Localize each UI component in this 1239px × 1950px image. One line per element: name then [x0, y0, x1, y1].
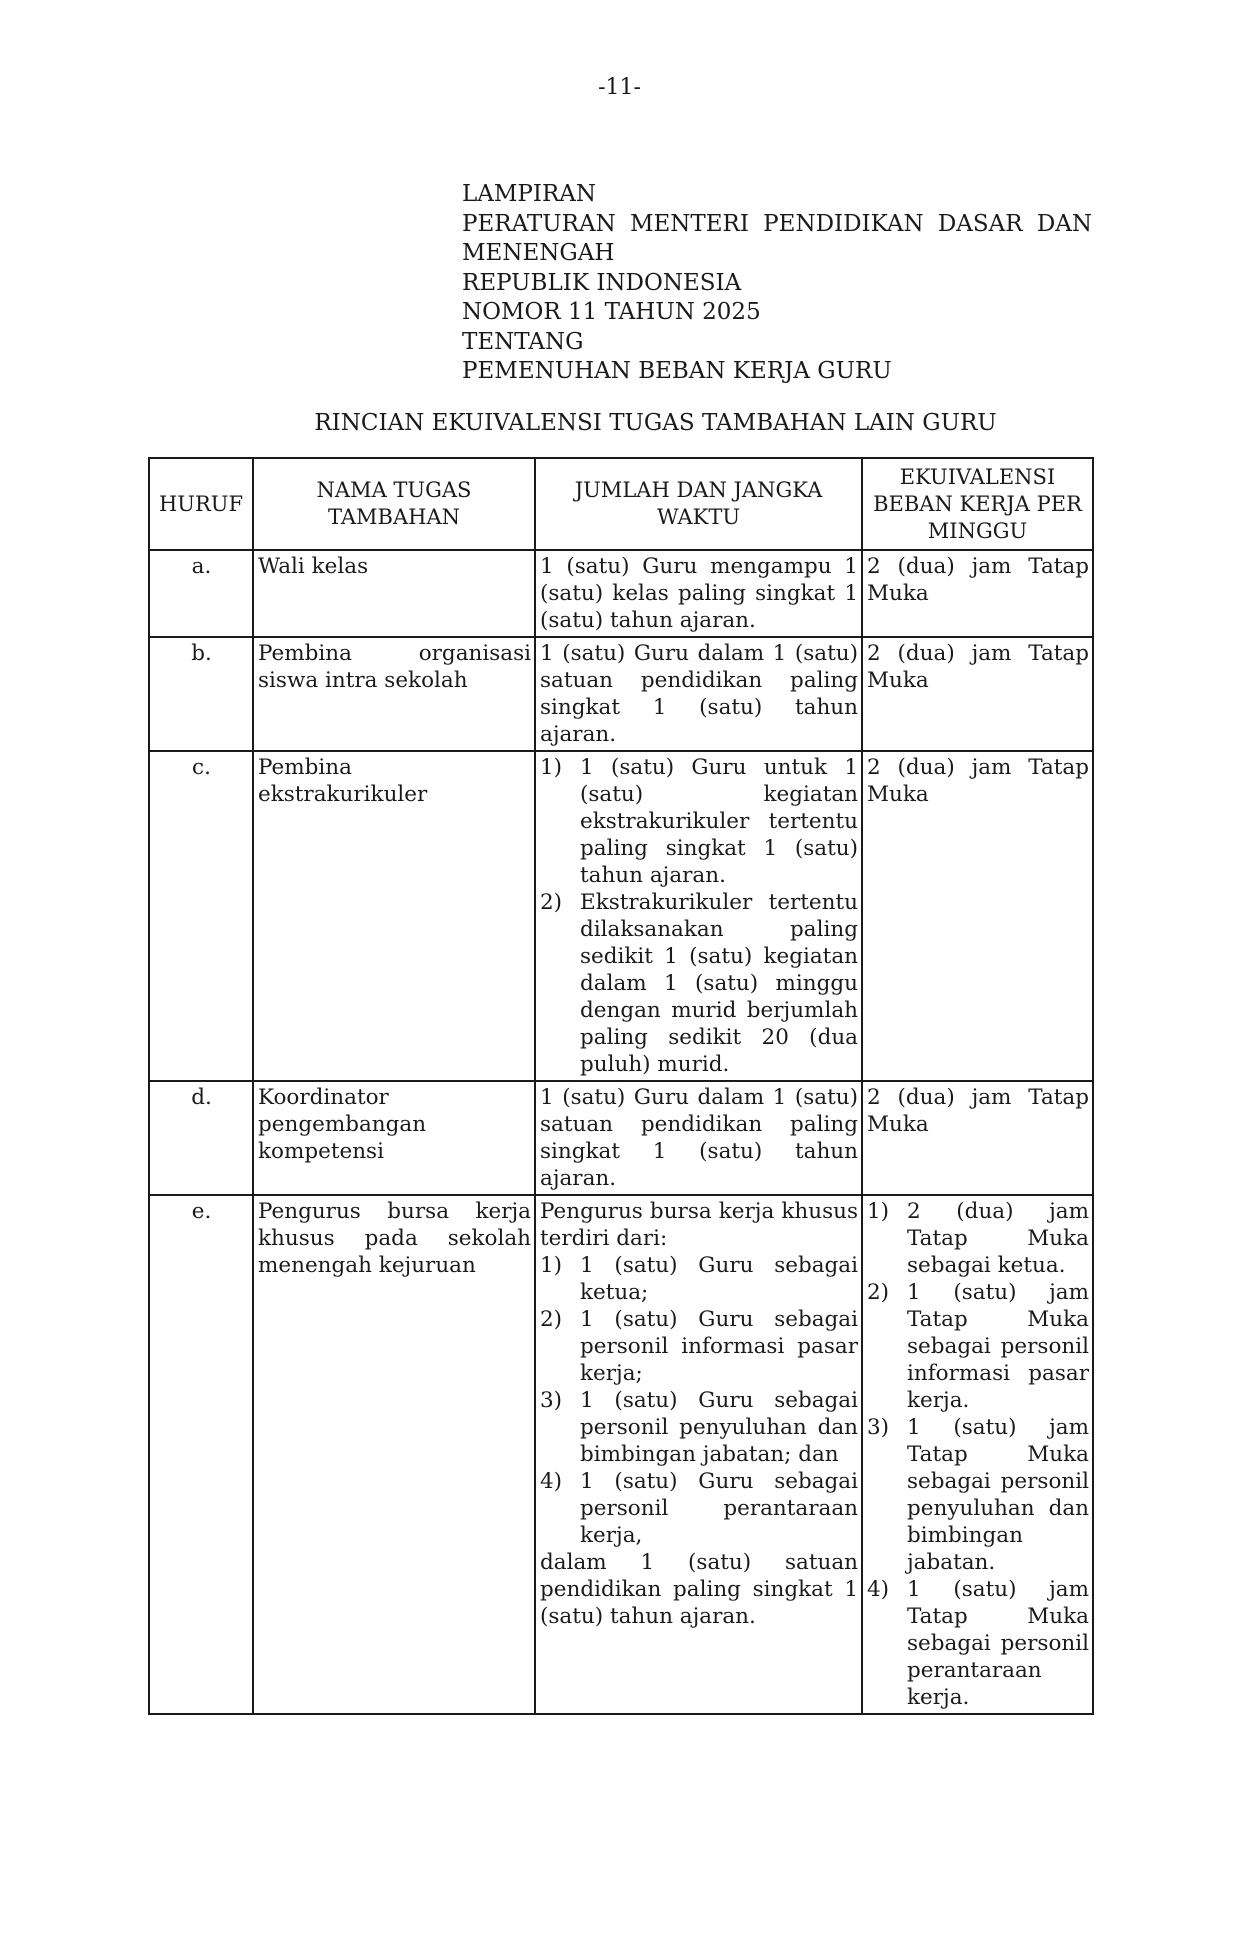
list-item-text: 1 (satu) jam Tatap Muka sebagai personil penyuluhan dan bimbingan jabatan. — [907, 1415, 1089, 1575]
list-item-text: 1 (satu) jam Tatap Muka sebagai personil perantaraan kerja. — [907, 1577, 1089, 1710]
list-item-text: 1 (satu) Guru sebagai personil perantaraan kerja, — [580, 1469, 858, 1548]
list-item — [867, 1414, 1089, 1576]
jumlah-intro: Pengurus bursa kerja khusus terdiri dari: — [540, 1199, 858, 1251]
page-title: RINCIAN EKUIVALENSI TUGAS TAMBAHAN LAIN GURU — [314, 410, 997, 436]
cell-jumlah: 1 (satu) Guru dalam 1 (satu) satuan pendidikan paling singkat 1 (satu) tahun ajaran. — [535, 637, 862, 751]
list-item — [540, 889, 858, 1078]
list-item — [867, 1576, 1089, 1711]
header-line: PEMENUHAN BEBAN KERJA GURU — [462, 358, 892, 384]
header-line: PERATURAN MENTERI PENDIDIKAN DASAR DAN — [462, 210, 1092, 237]
list-item — [867, 1198, 1089, 1279]
list-item-text: 1 (satu) Guru sebagai ketua; — [580, 1253, 858, 1305]
ekuivalensi-list — [867, 1198, 1089, 1711]
table-row — [149, 1081, 1093, 1195]
list-item-number: 4) — [540, 1469, 563, 1494]
table-header-row — [149, 458, 1093, 550]
list-item-text: 2 (dua) jam Tatap Muka sebagai ketua. — [907, 1199, 1089, 1278]
list-item — [540, 754, 858, 889]
header-line: TENTANG — [462, 328, 584, 355]
jumlah-list — [540, 1252, 858, 1549]
cell-ekuivalensi: 2 (dua) jam Tatap Muka — [862, 751, 1093, 1081]
table-row — [149, 637, 1093, 751]
jumlah-list — [540, 754, 858, 1078]
list-item-number: 4) — [867, 1577, 890, 1602]
list-item-number: 1) — [540, 1253, 563, 1278]
cell-huruf: c. — [149, 751, 253, 1081]
list-item-number: 3) — [867, 1415, 890, 1440]
cell-huruf: d. — [149, 1081, 253, 1195]
list-item-text: 1 (satu) Guru sebagai personil informasi pasar kerja; — [580, 1307, 858, 1386]
header-line: NOMOR 11 TAHUN 2025 — [462, 299, 761, 325]
cell-nama: Pembina ekstrakurikuler — [253, 751, 535, 1081]
cell-ekuivalensi: 2 (dua) jam Tatap Muka — [862, 637, 1093, 751]
column-header-ekuivalensi: EKUIVALENSI BEBAN KERJA PER MINGGU — [862, 458, 1093, 550]
column-header-nama: NAMA TUGAS TAMBAHAN — [253, 458, 535, 550]
cell-ekuivalensi: 2 (dua) jam Tatap Muka — [862, 1081, 1093, 1195]
list-item-number: 3) — [540, 1388, 563, 1413]
list-item — [540, 1306, 858, 1387]
header-line: LAMPIRAN — [462, 181, 597, 207]
list-item-number: 2) — [867, 1280, 890, 1305]
cell-nama: Koordinator pengembangan kompetensi — [253, 1081, 535, 1195]
cell-nama: Pembina organisasi siswa intra sekolah — [253, 637, 535, 751]
list-item-text: 1 (satu) Guru sebagai personil penyuluhan dan bimbingan jabatan; dan — [580, 1388, 858, 1467]
list-item — [867, 1279, 1089, 1414]
list-item-number: 1) — [867, 1199, 890, 1224]
cell-nama: Pengurus bursa kerja khusus pada sekolah menengah kejuruan — [253, 1195, 535, 1714]
document-header — [462, 180, 1092, 387]
list-item — [540, 1252, 858, 1306]
cell-ekuivalensi: 2 (dua) jam Tatap Muka — [862, 550, 1093, 637]
list-item-text: 1 (satu) jam Tatap Muka sebagai personil informasi pasar kerja. — [907, 1280, 1089, 1413]
cell-huruf: e. — [149, 1195, 253, 1714]
list-item-number: 2) — [540, 890, 563, 915]
column-header-jumlah: JUMLAH DAN JANGKA WAKTU — [535, 458, 862, 550]
cell-ekuivalensi — [862, 1195, 1093, 1714]
cell-jumlah — [535, 751, 862, 1081]
cell-jumlah: 1 (satu) Guru mengampu 1 (satu) kelas paling singkat 1 (satu) tahun ajaran. — [535, 550, 862, 637]
list-item — [540, 1387, 858, 1468]
header-line: REPUBLIK INDONESIA — [462, 269, 742, 296]
cell-jumlah — [535, 1195, 862, 1714]
table-row — [149, 550, 1093, 637]
table-row — [149, 1195, 1093, 1714]
list-item-text: 1 (satu) Guru untuk 1 (satu) kegiatan ekstrakurikuler tertentu paling singkat 1 (satu) tahun ajaran. — [580, 755, 858, 888]
list-item-number: 2) — [540, 1307, 563, 1332]
header-line: MENENGAH — [462, 240, 615, 266]
column-header-huruf: HURUF — [149, 458, 253, 550]
equivalence-table — [148, 457, 1094, 1715]
jumlah-outro: dalam 1 (satu) satuan pendidikan paling singkat 1 (satu) tahun ajaran. — [540, 1550, 858, 1629]
cell-jumlah: 1 (satu) Guru dalam 1 (satu) satuan pendidikan paling singkat 1 (satu) tahun ajaran. — [535, 1081, 862, 1195]
cell-nama: Wali kelas — [253, 550, 535, 637]
cell-huruf: b. — [149, 637, 253, 751]
cell-huruf: a. — [149, 550, 253, 637]
list-item-number: 1) — [540, 755, 563, 780]
list-item-text: Ekstrakurikuler tertentu dilaksanakan paling sedikit 1 (satu) kegiatan dalam 1 (satu) minggu dengan murid berjumlah paling sedikit 20 (dua puluh) murid. — [580, 890, 858, 1077]
list-item — [540, 1468, 858, 1549]
table-row — [149, 751, 1093, 1081]
page-number: -11- — [598, 75, 641, 100]
